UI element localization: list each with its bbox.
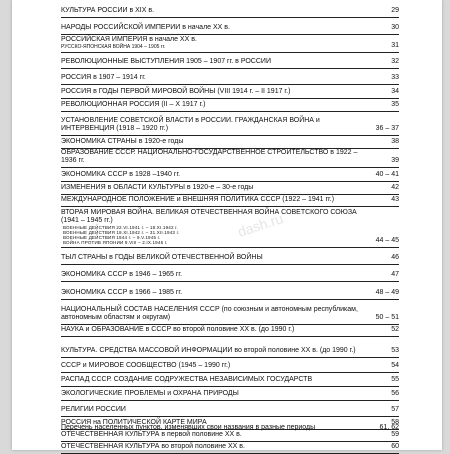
- toc-entry: [61, 99, 399, 112]
- toc-page-number: 54: [391, 362, 399, 369]
- toc-entry-subtitle: РУССКО-ЯПОНСКАЯ ВОЙНА 1904 – 1905 гг.: [61, 44, 166, 50]
- toc-entry: [61, 136, 399, 149]
- toc-page-number: 47: [391, 271, 399, 278]
- toc-page-number: 56: [391, 390, 399, 397]
- toc-page-number: 31: [391, 42, 399, 49]
- toc-entry: [61, 373, 399, 387]
- toc-entry: [61, 195, 399, 207]
- toc-entry: [61, 358, 399, 373]
- toc-entry-title: ЭКОНОМИКА СССР в 1946 – 1965 гг.: [61, 271, 183, 278]
- toc-page-number: 30: [391, 24, 399, 31]
- toc-entry: [61, 282, 399, 300]
- toc-page-number: 53: [391, 347, 399, 354]
- toc-entry-title: РОССИЯ на ПОЛИТИЧЕСКОЙ КАРТЕ МИРА: [61, 419, 207, 426]
- toc-entry: [61, 69, 399, 85]
- toc-entry: [61, 265, 399, 282]
- toc-entry-title: РОССИЯ в 1907 – 1914 гг.: [61, 74, 146, 81]
- toc-page-number: 57: [391, 406, 399, 413]
- toc-entry-title: РАСПАД СССР. СОЗДАНИЕ СОДРУЖЕСТВА НЕЗАВИСИМЫХ ГОСУДАРСТВ: [61, 376, 313, 383]
- toc-entry-title: ВТОРАЯ МИРОВАЯ ВОЙНА. ВЕЛИКАЯ ОТЕЧЕСТВЕННАЯ ВОЙНА СОВЕТСКОГО СОЮЗА (1941 – 1945 гг.): [61, 209, 357, 224]
- toc-page-number: 35: [391, 101, 399, 108]
- toc-entry-title: НАРОДЫ РОССИЙСКОЙ ИМПЕРИИ в начале XX в.: [61, 24, 230, 31]
- toc-page-number: 61, 62: [379, 424, 399, 431]
- toc-entry-title: НАЦИОНАЛЬНЫЙ СОСТАВ НАСЕЛЕНИЯ СССР (по союзным и автономным республикам, автономным областям и округам): [61, 306, 358, 321]
- toc-page-number: 52: [391, 326, 399, 333]
- toc-entry-title: УСТАНОВЛЕНИЕ СОВЕТСКОЙ ВЛАСТИ в РОССИИ. ГРАЖДАНСКАЯ ВОЙНА и ИНТЕРВЕНЦИЯ (1918 – 1920 гг.): [61, 117, 320, 132]
- toc-entry-title: РЕВОЛЮЦИОННЫЕ ВЫСТУПЛЕНИЯ 1905 – 1907 гг. в РОССИИ: [61, 58, 271, 65]
- toc-entry-subitem: ВОЙНА ПРОТИВ ЯПОНИИ 9.VIII – 2.IX.1945 г.: [63, 240, 168, 245]
- toc-entry-title: Перечень населенных пунктов, изменявших свои названия в разные периоды: [61, 424, 316, 431]
- toc-entry: [61, 248, 399, 265]
- toc-entry-title: ЭКОНОМИКА СССР в 1966 – 1985 гг.: [61, 289, 183, 296]
- toc-entry-title: ОБРАЗОВАНИЕ СССР. НАЦИОНАЛЬНО-ГОСУДАРСТВЕННОЕ СТРОИТЕЛЬСТВО в 1922 – 1936 гг.: [61, 149, 358, 164]
- toc-page-number: 39: [391, 157, 399, 164]
- toc-entry-title: ТЫЛ СТРАНЫ в ГОДЫ ВЕЛИКОЙ ОТЕЧЕСТВЕННОЙ ВОЙНЫ: [61, 254, 263, 261]
- toc-entry-title: РОССИЯ в ГОДЫ ПЕРВОЙ МИРОВОЙ ВОЙНЫ (VIII 1914 г. – II 1917 г.): [61, 88, 291, 95]
- toc-page-number: 36 – 37: [375, 125, 399, 132]
- book-page: [12, 0, 442, 450]
- toc-entry-title: РЕВОЛЮЦИОННАЯ РОССИЯ (II – X 1917 г.): [61, 101, 206, 108]
- toc-entry: [61, 168, 399, 182]
- toc-entry: [61, 182, 399, 195]
- toc-entry: [61, 18, 399, 35]
- toc-page-number: 55: [391, 376, 399, 383]
- toc-entry: [61, 300, 399, 325]
- toc-page-number: 40 – 41: [375, 171, 399, 178]
- toc-entry: [61, 337, 399, 358]
- toc-entry-title: ОТЕЧЕСТВЕННАЯ КУЛЬТУРА в первой половине XX в.: [61, 431, 242, 438]
- toc-entry-title: КУЛЬТУРА РОССИИ в XIX в.: [61, 7, 155, 14]
- toc-page-number: 60: [391, 443, 399, 450]
- toc-entry-subitem: ВОЕННЫЕ ДЕЙСТВИЯ 19.XI.1942 г. – 31.XII.1943 г.: [63, 230, 180, 235]
- toc-entry: [61, 2, 399, 18]
- toc-page-number: 42: [391, 184, 399, 191]
- toc-entry-title: МЕЖДУНАРОДНОЕ ПОЛОЖЕНИЕ и ВНЕШНЯЯ ПОЛИТИКА СССР (1922 – 1941 гг.): [61, 196, 335, 203]
- toc-entry-title: ЭКОЛОГИЧЕСКИЕ ПРОБЛЕМЫ и ОХРАНА ПРИРОДЫ: [61, 390, 239, 397]
- toc-page-number: 50 – 51: [375, 314, 399, 321]
- toc-page-number: 44 – 45: [375, 237, 399, 244]
- toc-entry-title: СССР и МИРОВОЕ СООБЩЕСТВО (1945 – 1990 гг.): [61, 362, 231, 369]
- toc-entry-subitem: ВОЕННЫЕ ДЕЙСТВИЯ 22.VI.1941 г. – 18.XI.1942 г.: [63, 225, 178, 230]
- toc-entry-title: ОТЕЧЕСТВЕННАЯ КУЛЬТУРА во второй половине XX в.: [61, 443, 245, 450]
- toc-page-number: 58: [391, 419, 399, 426]
- toc-page-number: 38: [391, 138, 399, 145]
- toc-entry-title: РОССИЙСКАЯ ИМПЕРИЯ в начале XX в.: [61, 36, 197, 43]
- toc-page-number: 48 – 49: [375, 289, 399, 296]
- toc-last-entry: [61, 424, 399, 431]
- toc-entry: [61, 207, 399, 248]
- table-of-contents: [61, 2, 399, 454]
- toc-entry-title: НАУКА и ОБРАЗОВАНИЕ в СССР во второй половине XX в. (до 1990 г.): [61, 326, 295, 333]
- toc-entry: [61, 35, 399, 53]
- watermark: dash.ru: [235, 210, 286, 240]
- toc-entry: [61, 85, 399, 99]
- toc-entry-title: КУЛЬТУРА. СРЕДСТВА МАССОВОЙ ИНФОРМАЦИИ во второй половине XX в. (до 1990 г.): [61, 347, 356, 354]
- toc-entry: [61, 325, 399, 337]
- toc-page-number: 33: [391, 74, 399, 81]
- toc-entry-title: РЕЛИГИИ РОССИИ: [61, 406, 126, 413]
- toc-page-number: 59: [391, 431, 399, 438]
- toc-entry: [61, 387, 399, 401]
- toc-page-number: 43: [391, 196, 399, 203]
- toc-page-number: 46: [391, 254, 399, 261]
- toc-entry: [61, 442, 399, 454]
- toc-page-number: 29: [391, 7, 399, 14]
- toc-entry-subitem: ВОЕННЫЕ ДЕЙСТВИЯ 1944 г. – 9.V.1945 г.: [63, 235, 161, 240]
- toc-page-number: 34: [391, 88, 399, 95]
- toc-entry-title: ЭКОНОМИКА СТРАНЫ в 1920-е годы: [61, 138, 184, 145]
- toc-entry: [61, 149, 399, 168]
- toc-entry: [61, 53, 399, 69]
- toc-entry-title: ЭКОНОМИКА СССР в 1928 –1940 гг.: [61, 171, 181, 178]
- toc-entry: [61, 112, 399, 136]
- toc-entry: [61, 430, 399, 442]
- toc-page-number: 32: [391, 58, 399, 65]
- toc-entry: [61, 401, 399, 417]
- toc-entry-title: ИЗМЕНЕНИЯ в ОБЛАСТИ КУЛЬТУРЫ в 1920-е – 30-е годы: [61, 184, 254, 191]
